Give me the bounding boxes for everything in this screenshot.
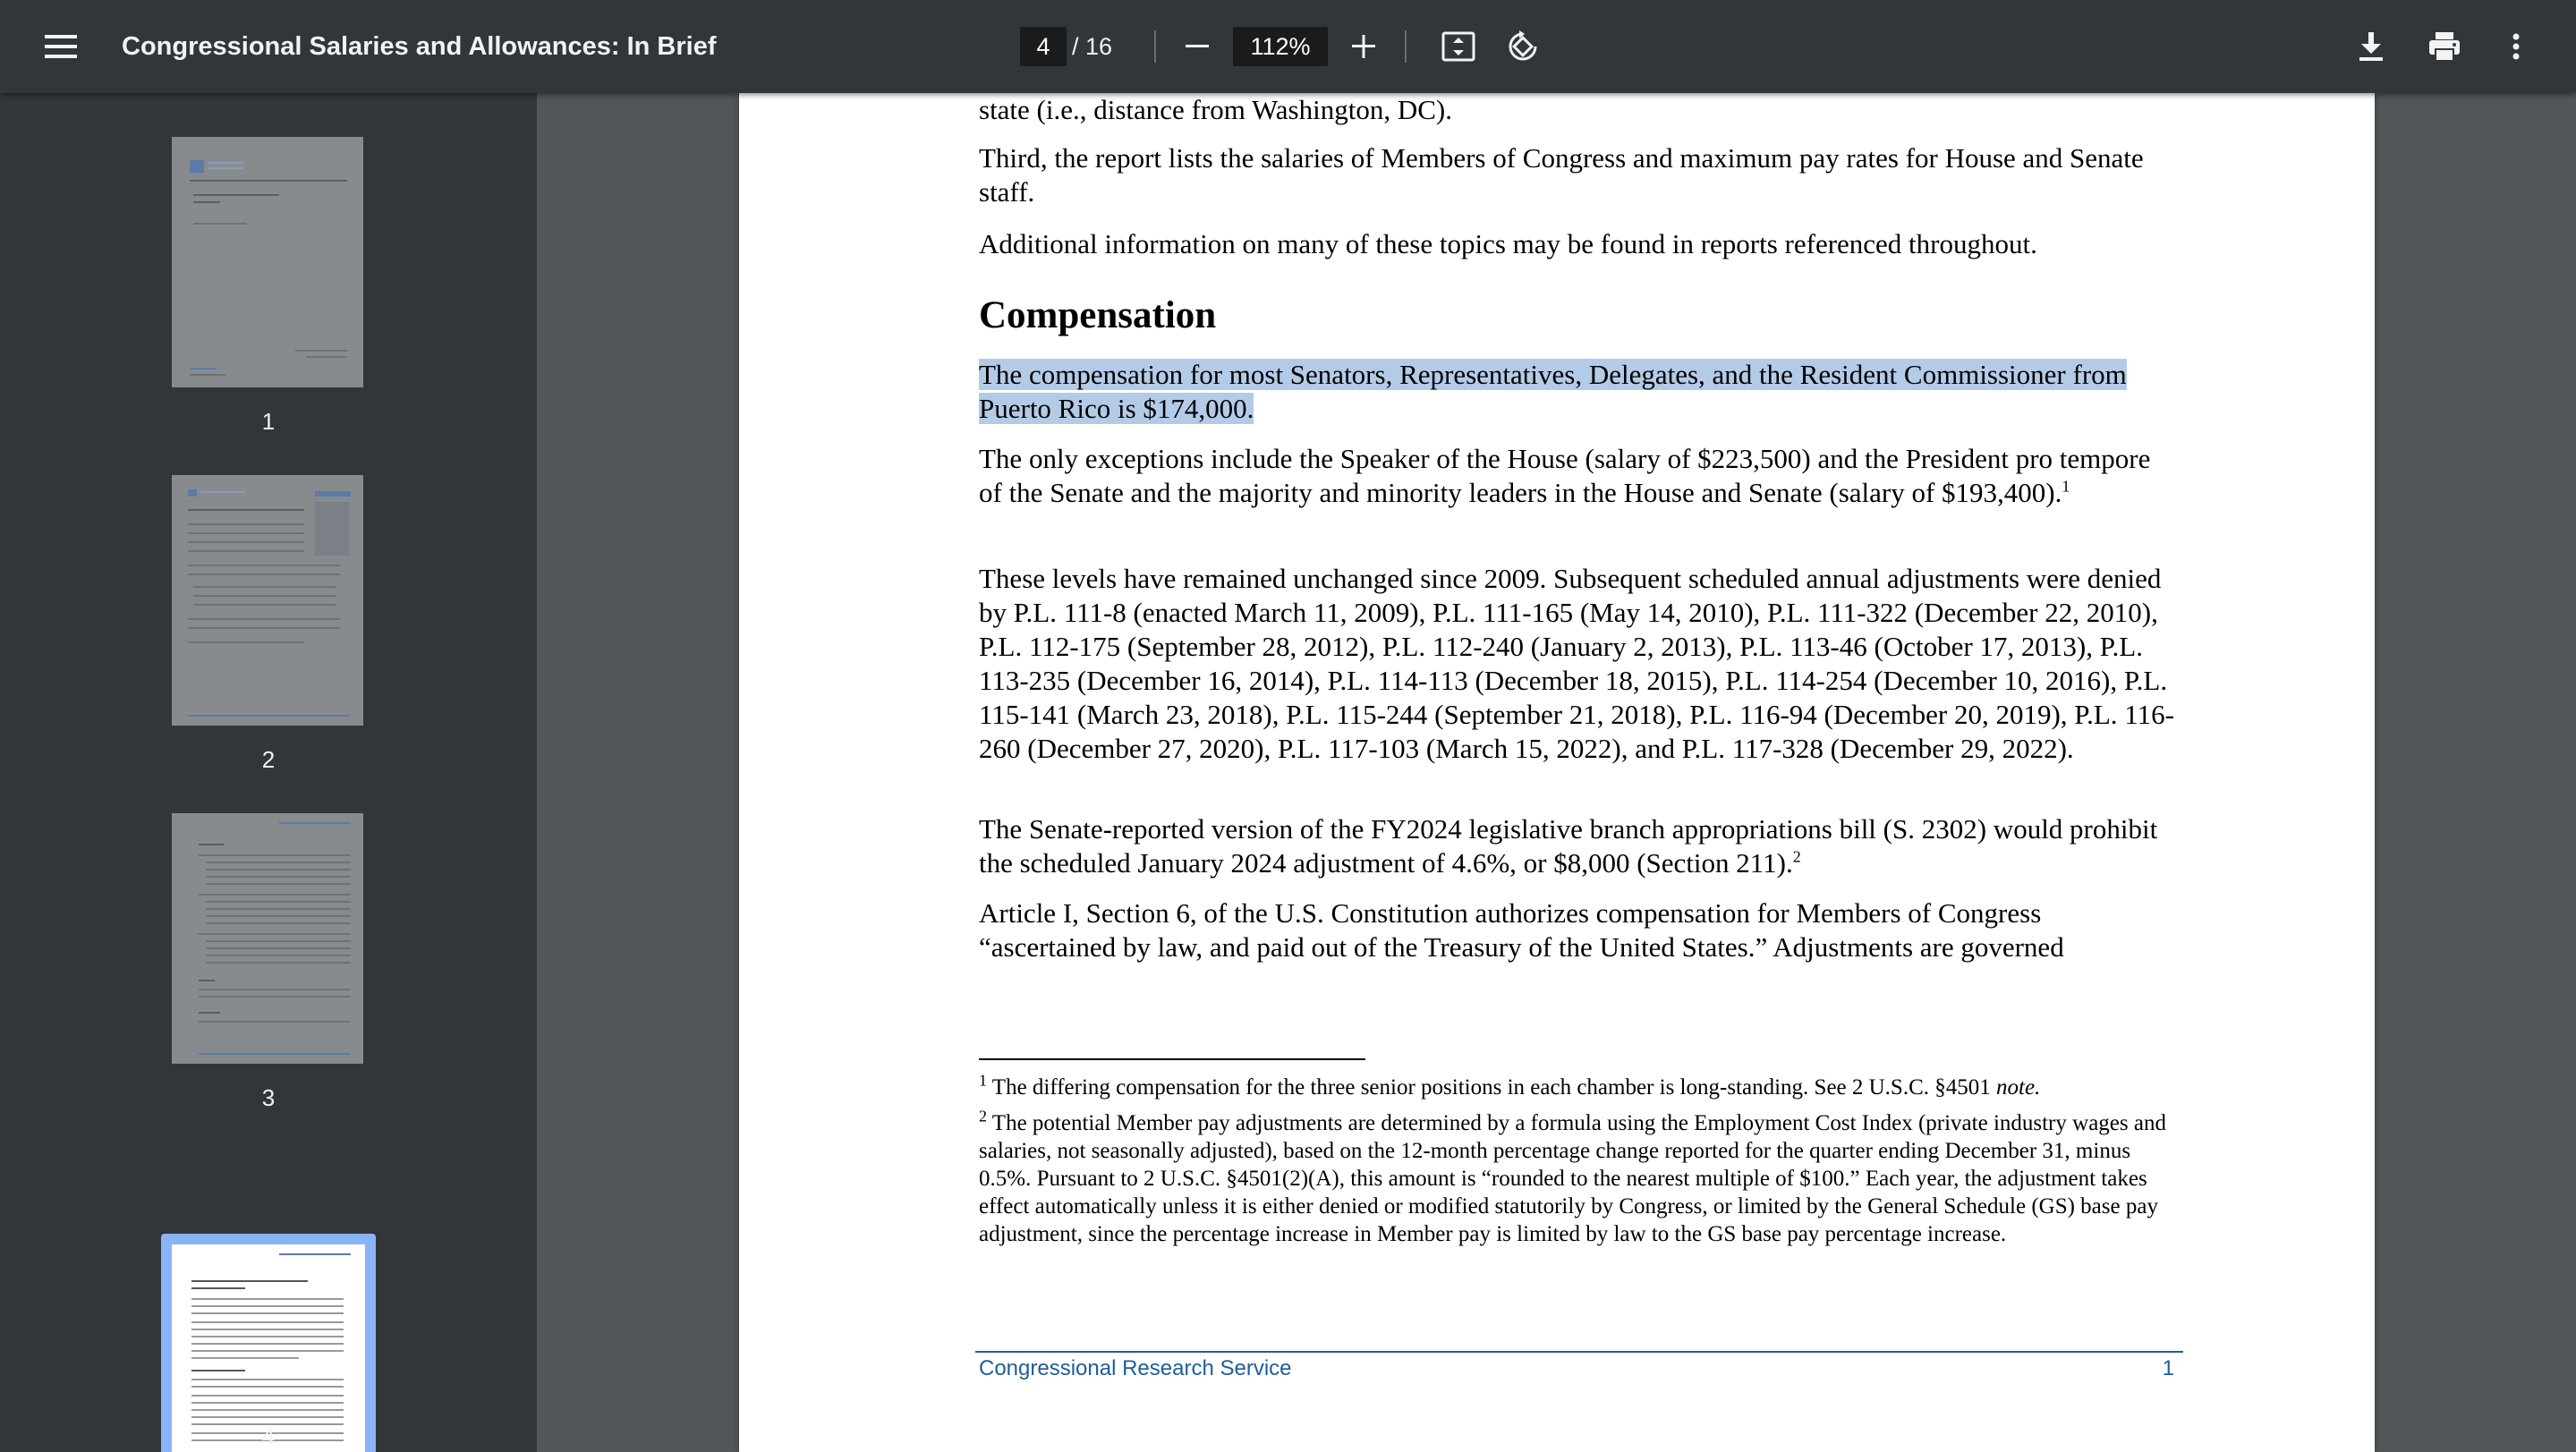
footnote-1-italic: note. bbox=[1996, 1075, 2041, 1100]
footnote-number: 2 bbox=[979, 1107, 987, 1125]
more-actions-button[interactable] bbox=[2491, 21, 2541, 72]
rotate-button[interactable] bbox=[1498, 21, 1548, 72]
rotate-icon bbox=[1506, 30, 1540, 64]
paragraph-levels: These levels have remained unchanged since 2009. Subsequent scheduled annual adjustments were denied by P.L. 111-8 (enacted March 11, 2009), P.L. 111-165 (May 14, 2010), P.L. 111-322 (December 22, 2010), P.L. 112-175 (September 28, 2012), P.L. 112-240 (January 2, 2013), P.L. 113-46 (October 17, 2013), P.L. 113-235 (December 16, 2014), P.L. 114-113 (December 18, 2015), P.L. 114-254 (December 10, 2016), P.L. 115-141 (March 23, 2018), P.L. 115-244 (September 21, 2018), P.L. 116-94 (December 20, 2019), P.L. 116-260 (December 27, 2020), P.L. 117-103 (March 15, 2022), and P.L. 117-328 (December 29, 2022). bbox=[979, 563, 2174, 764]
section-heading: Compensation bbox=[979, 294, 1217, 336]
footnote-reference[interactable]: 1 bbox=[2062, 477, 2070, 496]
more-vert-icon bbox=[2512, 33, 2521, 60]
paragraph-exceptions-text: The only exceptions include the Speaker of the House (salary of $223,500) and the President pro tempore of the Senate and the majority and minority leaders in the House and Senate (salary of $193,400). bbox=[979, 443, 2151, 508]
paragraph-compensation bbox=[979, 358, 2178, 426]
download-button[interactable] bbox=[2346, 21, 2396, 72]
download-icon bbox=[2358, 31, 2385, 62]
fit-to-page-button[interactable] bbox=[1433, 21, 1484, 72]
paragraph-senate-text: The Senate-reported version of the FY2024 legislative branch appropriations bill (S. 2302) would prohibit the scheduled January 2024 adjustment of 4.6%, or $8,000 (Section 211). bbox=[979, 813, 2158, 879]
pdf-toolbar bbox=[0, 0, 2576, 93]
thumbnail-page-number: 4 bbox=[261, 1422, 276, 1449]
thumbnail-page-number: 3 bbox=[261, 1084, 276, 1111]
footnote-reference[interactable]: 2 bbox=[1792, 847, 1801, 866]
footer-publisher: Congressional Research Service bbox=[979, 1356, 1292, 1380]
paragraph-article: Article I, Section 6, of the U.S. Constitution authorizes compensation for Members of Congress “ascertained by law, and paid out of the Treasury of the United States.” Adjustments are governed bbox=[979, 897, 2064, 963]
page-count: / 16 bbox=[1072, 32, 1113, 60]
toolbar-divider bbox=[1405, 30, 1407, 63]
zoom-out-button[interactable] bbox=[1172, 21, 1222, 72]
menu-icon bbox=[45, 33, 77, 60]
paragraph-additional: Additional information on many of these topics may be found in reports referenced throughout. bbox=[979, 228, 2037, 259]
toolbar-divider bbox=[1154, 30, 1156, 63]
print-button[interactable] bbox=[2419, 21, 2470, 72]
thumbnail-page-number: 2 bbox=[261, 746, 276, 773]
thumbnail-page-number: 1 bbox=[261, 408, 276, 435]
zoom-level-input[interactable]: 112% bbox=[1233, 27, 1328, 66]
paragraph-state: state (i.e., distance from Washington, DC). bbox=[979, 94, 1452, 125]
page-thumbnail-3[interactable] bbox=[172, 813, 363, 1064]
paragraph-exceptions bbox=[979, 442, 2178, 510]
zoom-out-icon bbox=[1185, 34, 1210, 59]
document-title: Congressional Salaries and Allowances: In Brief bbox=[122, 31, 717, 61]
page-thumbnail-1[interactable] bbox=[172, 137, 363, 387]
paragraph-third: Third, the report lists the salaries of Members of Congress and maximum pay rates for House and Senate staff. bbox=[979, 142, 2144, 208]
page-thumbnail-2[interactable] bbox=[172, 475, 363, 726]
footnote-2 bbox=[979, 1109, 2178, 1248]
footnote-2-text: The potential Member pay adjustments are determined by a formula using the Employment Cost Index (private industry wages and salaries, not seasonally adjusted), based on the 12-month percentage change reported for the quarter ending December 31, minus 0.5%. Pursuant to 2 U.S.C. §4501(2)(A), this amount is “rounded to the nearest multiple of $100.” Each year, the adjustment takes effect automatically unless it is either denied or modified statutorily by Congress, or limited by the General Schedule (GS) base pay adjustment, since the percentage increase in Member pay is limited by law to the GS base pay percentage increase. bbox=[979, 1111, 2166, 1246]
footer-rule bbox=[975, 1351, 2183, 1353]
footer-page-number: 1 bbox=[2162, 1356, 2174, 1380]
footnote-1 bbox=[979, 1071, 2178, 1101]
fit-page-icon bbox=[1441, 31, 1475, 62]
print-icon bbox=[2428, 31, 2461, 62]
footnote-number: 1 bbox=[979, 1071, 987, 1090]
zoom-in-button[interactable] bbox=[1339, 21, 1389, 72]
selected-text-highlight: The compensation for most Senators, Representatives, Delegates, and the Resident Commissioner from Puerto Rico is $174,000. bbox=[979, 359, 2127, 424]
menu-button[interactable] bbox=[36, 21, 86, 72]
pdf-page bbox=[739, 93, 2375, 1452]
paragraph-senate bbox=[979, 812, 2178, 880]
footnote-separator bbox=[979, 1058, 1365, 1060]
thumbnail-sidebar bbox=[0, 93, 537, 1452]
footnote-1-text: The differing compensation for the three senior positions in each chamber is long-standing. See 2 U.S.C. §4501 bbox=[987, 1075, 1997, 1100]
zoom-in-icon bbox=[1351, 34, 1376, 59]
page-thumbnail-4[interactable] bbox=[172, 1244, 365, 1452]
page-number-input[interactable]: 4 bbox=[1020, 27, 1067, 66]
